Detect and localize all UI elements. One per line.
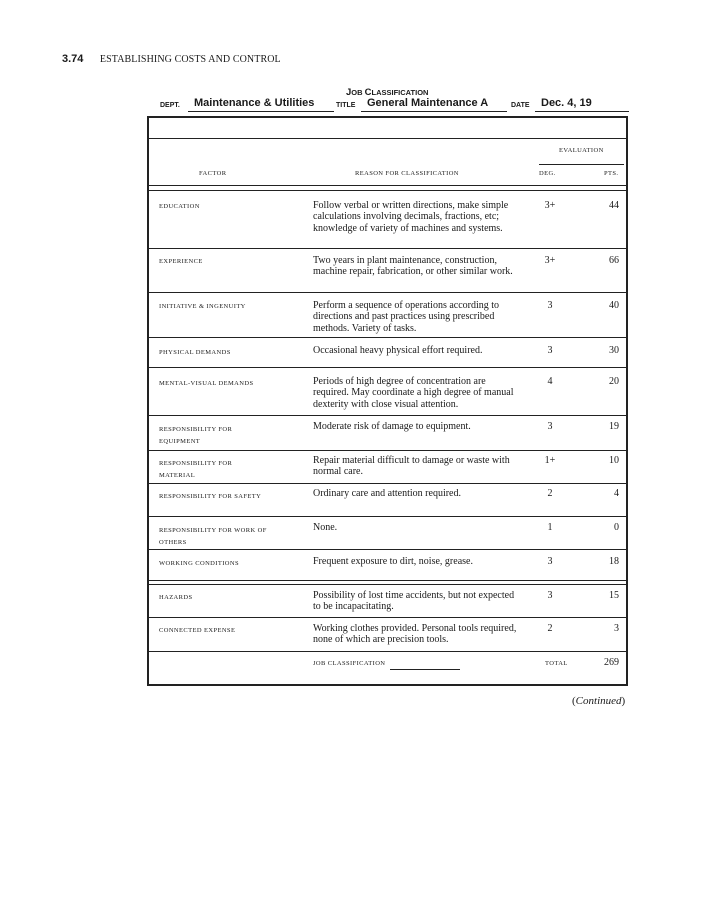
factor-label: RESPONSIBILITY FOR SAFETY bbox=[159, 493, 262, 500]
continued-note: (Continued) bbox=[572, 695, 626, 707]
points-value: 4 bbox=[614, 488, 619, 499]
divider bbox=[149, 584, 626, 585]
form-title-part-2: LASSIFICATION bbox=[371, 88, 429, 97]
form-title-part-1: OB bbox=[351, 88, 365, 97]
form-title-initial-c: C bbox=[364, 87, 372, 98]
job-classification-blank bbox=[390, 668, 460, 670]
divider bbox=[149, 516, 626, 517]
divider bbox=[149, 549, 626, 550]
divider bbox=[149, 617, 626, 618]
reason-text: Two years in plant maintenance, construction, machine repair, fabrication, or other similar work. bbox=[313, 255, 513, 278]
reason-text: Occasional heavy physical effort required. bbox=[313, 345, 483, 356]
degree-value: 3+ bbox=[544, 200, 556, 211]
points-value: 66 bbox=[609, 255, 619, 266]
degree-value: 3 bbox=[547, 556, 553, 567]
points-value: 0 bbox=[614, 522, 619, 533]
reason-text: Perform a sequence of operations according to directions and past practices using prescribed methods. Variety of tasks. bbox=[313, 300, 500, 334]
factor-label: WORKING CONDITIONS bbox=[159, 560, 239, 567]
job-classification-label: JOB CLASSIFICATION bbox=[313, 660, 386, 667]
total-label: TOTAL bbox=[545, 660, 568, 667]
divider bbox=[149, 450, 626, 451]
points-value: 10 bbox=[609, 455, 619, 466]
degree-value: 2 bbox=[547, 488, 553, 499]
job-classification-form bbox=[147, 116, 628, 686]
factor-label: RESPONSIBILITY FOR WORK OF OTHERS bbox=[159, 527, 267, 546]
reason-text: Follow verbal or written directions, make simple calculations involving decimals, fractions, etc; knowledge of variety of machines and systems. bbox=[313, 200, 509, 234]
total-value: 269 bbox=[604, 657, 619, 668]
col-deg: DEG. bbox=[539, 170, 556, 177]
divider bbox=[149, 337, 626, 338]
points-value: 30 bbox=[609, 345, 619, 356]
title-label: TITLE bbox=[336, 102, 356, 109]
factor-label: CONNECTED EXPENSE bbox=[159, 627, 236, 634]
factor-label: RESPONSIBILITY FOR EQUIPMENT bbox=[159, 426, 233, 445]
factor-label: PHYSICAL DEMANDS bbox=[159, 349, 231, 356]
degree-value: 3 bbox=[547, 300, 553, 311]
factor-label: EDUCATION bbox=[159, 203, 200, 210]
date-label: DATE bbox=[511, 102, 530, 109]
reason-text: Ordinary care and attention required. bbox=[313, 488, 461, 499]
degree-value: 1+ bbox=[544, 455, 556, 466]
section-number: 3.74 bbox=[62, 53, 84, 65]
factor-label: EXPERIENCE bbox=[159, 258, 203, 265]
divider bbox=[149, 190, 626, 191]
title-value: General Maintenance A bbox=[361, 97, 507, 112]
reason-text: Periods of high degree of concentration are required. May coordinate a high degree of manual dexterity with close visual attention. bbox=[313, 376, 514, 410]
reason-text: Possibility of lost time accidents, but not expected to be incapacitating. bbox=[313, 590, 515, 613]
divider bbox=[149, 580, 626, 581]
running-head bbox=[62, 53, 281, 65]
evaluation-header: EVALUATION bbox=[559, 147, 604, 154]
points-value: 3 bbox=[614, 623, 619, 634]
dept-value: Maintenance & Utilities bbox=[188, 97, 334, 112]
form-header bbox=[0, 97, 718, 117]
degree-value: 2 bbox=[547, 623, 553, 634]
degree-value: 4 bbox=[547, 376, 553, 387]
reason-text: None. bbox=[313, 522, 338, 533]
form-title-initial-j: J bbox=[346, 87, 352, 98]
divider bbox=[149, 248, 626, 249]
divider bbox=[149, 415, 626, 416]
evaluation-underline bbox=[539, 164, 624, 165]
points-value: 44 bbox=[609, 200, 619, 211]
factor-label: INITIATIVE & INGENUITY bbox=[159, 303, 246, 310]
points-value: 19 bbox=[609, 421, 619, 432]
factor-label: HAZARDS bbox=[159, 594, 193, 601]
factor-label: RESPONSIBILITY FOR MATERIAL bbox=[159, 460, 233, 479]
reason-text: Working clothes provided. Personal tools required, none of which are precision tools. bbox=[313, 623, 517, 646]
col-pts: PTS. bbox=[604, 170, 619, 177]
degree-value: 3 bbox=[547, 421, 553, 432]
running-title: ESTABLISHING COSTS AND CONTROL bbox=[99, 54, 281, 65]
continued-text: Continued bbox=[575, 695, 622, 707]
divider bbox=[149, 292, 626, 293]
col-factor: FACTOR bbox=[199, 170, 227, 177]
reason-text: Repair material difficult to damage or waste with normal care. bbox=[313, 455, 510, 478]
points-value: 18 bbox=[609, 556, 619, 567]
degree-value: 3 bbox=[547, 590, 553, 601]
degree-value: 1 bbox=[547, 522, 553, 533]
col-reason: REASON FOR CLASSIFICATION bbox=[355, 170, 459, 177]
divider bbox=[149, 185, 626, 186]
divider bbox=[149, 651, 626, 652]
reason-text: Frequent exposure to dirt, noise, grease. bbox=[313, 556, 473, 567]
dept-label: DEPT. bbox=[160, 102, 180, 109]
divider bbox=[149, 367, 626, 368]
points-value: 20 bbox=[609, 376, 619, 387]
divider bbox=[149, 138, 626, 139]
degree-value: 3 bbox=[547, 345, 553, 356]
degree-value: 3+ bbox=[544, 255, 556, 266]
divider bbox=[149, 483, 626, 484]
points-value: 15 bbox=[609, 590, 619, 601]
reason-text: Moderate risk of damage to equipment. bbox=[313, 421, 471, 432]
points-value: 40 bbox=[609, 300, 619, 311]
factor-label: MENTAL-VISUAL DEMANDS bbox=[159, 380, 254, 387]
date-value: Dec. 4, 19 bbox=[535, 97, 629, 112]
